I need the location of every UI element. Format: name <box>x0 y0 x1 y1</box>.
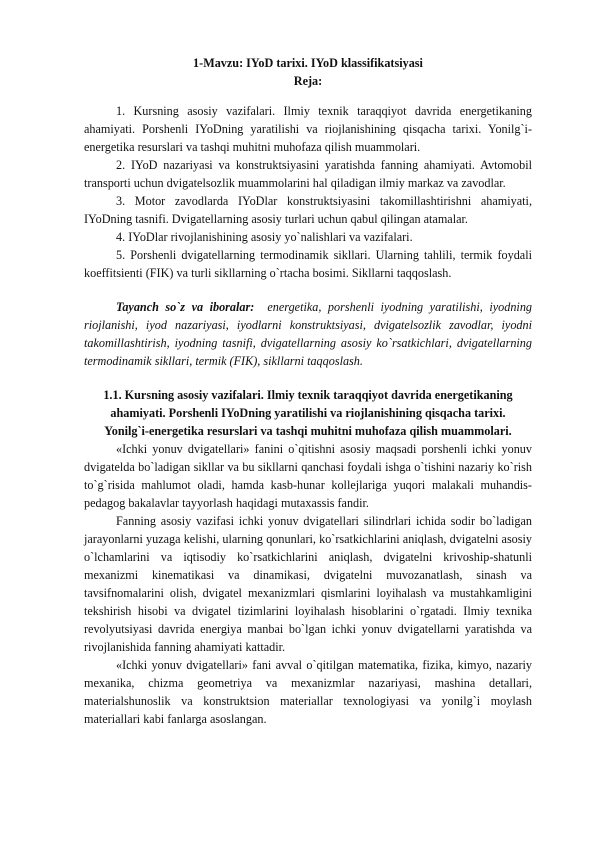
plan-list <box>84 102 532 282</box>
document-page <box>84 54 532 728</box>
spacer <box>84 282 532 298</box>
plan-item: 1. Kursning asosiy vazifalari. Ilmiy texnik taraqqiyot davrida energetikaning ahamiyati. Porshenli IYoDning yaratilishi va riojlanishining qisqacha tarixi. Yonilg`i-energetika resurslari va tashqi muhitni muhofaza qilish muammolari. <box>84 104 532 154</box>
plan-heading: Reja: <box>293 74 323 88</box>
document-title: 1-Mavzu: IYoD tarixi. IYoD klassifikatsiyasi <box>193 56 423 70</box>
keywords-label: Tayanch so`z va iboralar: <box>116 300 255 314</box>
plan-item: 5. Porshenli dvigatellarning termodinamik sikllari. Ularning tahlili, termik foydali koeffitsienti (FIK) va turli sikllarning o`rtacha bosimi. Sikllarni taqqoslash. <box>84 248 532 280</box>
body-paragraph: «Ichki yonuv dvigatellari» fani avval o`qitilgan matematika, fizika, kimyo, nazariy mexanika, chizma geometriya va mexanizmlar nazariyasi, mashina detallari, materialshunoslik va konstruktsion materiallar texnologiyasi va yonilg`i moylash materiallari kabi fanlarga asoslangan. <box>84 658 532 726</box>
plan-item: 3. Motor zavodlarda IYoDlar konstruktsiyasini takomillashtirishni ahamiyati, IYoDning tasnifi. Dvigatellarning asosiy turlari uchun qabul qilingan atamalar. <box>84 194 532 226</box>
section-body <box>84 440 532 728</box>
body-paragraph: Fanning asosiy vazifasi ichki yonuv dvigatellari silindrlari ichida sodir bo`ladigan jarayonlarni yuzaga kelishi, ularning qonunlari, ko`rsatkichlarini aniqlash, dvigatelni asosiy o`lchamlarini va iqtisodiy ko`rsatkichlarini aniqlash, dvigatelni krivoship-shatunli mexanizmi kinematikasi va dinamikasi, dvigatelni muvozanatlash, sinash va tavsifnomalarini olish, dvigatel mexanizmlari qismlarini loyihalash va mustahkamligini tekshirish hisobi va dvigatel tizimlarini loyihalash hisoblarini o`rgatadi. Ilmiy texnika revolyutsiyasi davrida energiya manbai bo`lgan ichki yonuv dvigatellarni yaratishda va rivojlanishida fanning ahamiyati kattadir. <box>84 514 532 654</box>
plan-item: 2. IYoD nazariyasi va konstruktsiyasini yaratishda fanning ahamiyati. Avtomobil transporti uchun dvigatelsozlik muammolarini hal qiladigan ilmiy markaz va zavodlar. <box>84 158 532 190</box>
body-paragraph: «Ichki yonuv dvigatellari» fanini o`qitishni asosiy maqsadi porshenli ichki yonuv dvigatelda bo`ladigan sikllar va bu sikllarni qanchasi foydali ishga o`tishini nazariy ko`rish to`g`risida mahlumot oladi, hamda kasb-hunar kollejlariga yuqori malakali muhandis-pedagog bakalavlar tayyorlash haqidagi mutaxassis fandir. <box>84 442 532 510</box>
section-heading: 1.1. Kursning asosiy vazifalari. Ilmiy texnik taraqqiyot davrida energetikaning ahamiyati. Porshenli IYoDning yaratilishi va riojlanishining qisqacha tarixi. Yonilg`i-energetika resurslari va tashqi muhitni muhofaza qilish muammolari. <box>103 388 513 438</box>
plan-item: 4. IYoDlar rivojlanishining asosiy yo`nalishlari va vazifalari. <box>116 230 413 244</box>
keywords-paragraph <box>84 298 532 370</box>
keywords-text: energetika, porshenli iyodning yaratilishi, iyodning riojlanishi, iyod nazariyasi, iyodlarni konstruktsiyasi, dvigatelsozlik zavodlar, iyodni takomillashtirish, iyodning tasnifi, dvigatellarning asosiy ko`rsatkichlari, dvigatellarning termodinamik sikllari, termik (FIK), sikllarni taqqoslash. <box>84 300 533 368</box>
